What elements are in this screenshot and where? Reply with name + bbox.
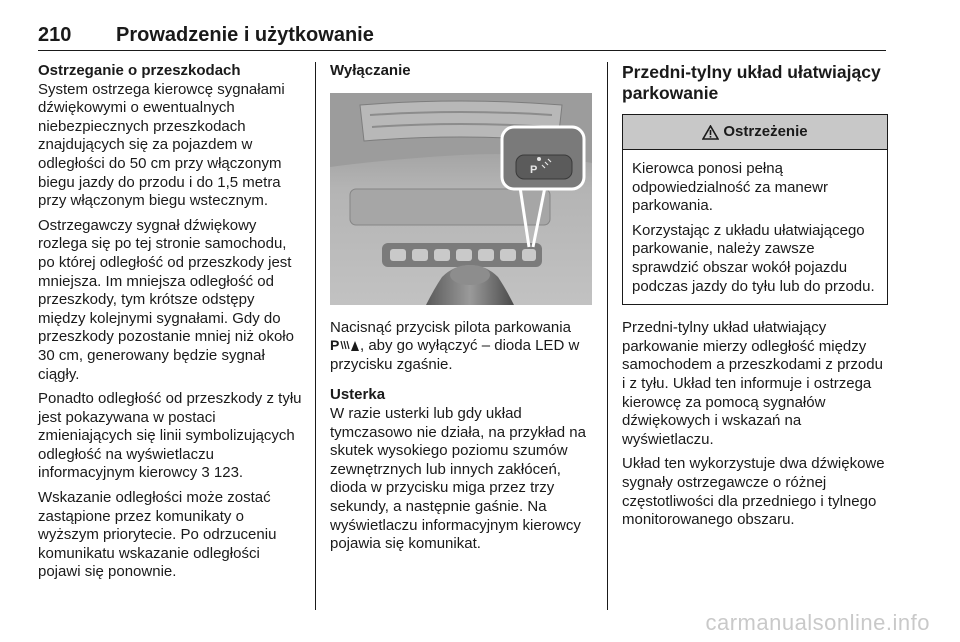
park-assist-icon <box>330 338 360 352</box>
page-reference: 123. <box>209 464 244 482</box>
warning-paragraph: Kierowca ponosi pełną odpowiedzialność za manewr parkowania. <box>632 160 828 215</box>
warning-body <box>623 150 887 304</box>
paragraph-text: Nacisnąć przycisk pilota parkowania <box>330 318 571 336</box>
paragraph <box>330 319 598 375</box>
section-heading-fault: Usterka <box>330 386 386 404</box>
paragraph: Przedni-tylny układ ułatwiający parkowanie mierzy odległość między samochodem a przeszkodami z przodu i z tyłu. Układ ten informuje i ostrzega kierowcę za pomocą sygnałów dźwiękowych i wskazań na wyświetlaczu. <box>622 319 883 448</box>
warning-header <box>623 115 887 150</box>
paragraph: System ostrzega kierowcę sygnałami dźwiękowymi o ewentualnych niebezpiecznych przeszkodach znajdujących się za pojazdem w odległości do 50 cm przy włączonym biegu jazdy do przodu i do 1,5 metra przy włączonym biegu wstecznym. <box>38 80 285 210</box>
svg-text:P: P <box>330 338 340 353</box>
section-heading-parking-assist: Przedni-tylny układ ułatwiający parkowanie <box>622 62 881 103</box>
warning-triangle-icon <box>702 125 719 140</box>
paragraph: Ostrzegawczy sygnał dźwiękowy rozlega się po tej stronie samochodu, po której odległość od przeszkody jest mniejsza. Im mniejsza odległość od przeszkody, tym krótsze odstępy między kolejnymi sygnałami. Gdy do przeszkody pozostanie mniej niż około 30 cm, generowany będzie sygnał ciągły. <box>38 216 294 383</box>
paragraph-text: Ponadto odległość od przeszkody z tyłu jest pokazywana w postaci zmieniających się linii symbolizujących odległość na wyświetlaczu informacyjnym kierowcy <box>38 390 302 482</box>
page-reference-icon <box>201 464 209 481</box>
page-number: 210 <box>38 24 72 46</box>
page-header <box>38 18 886 51</box>
section-heading-deactivation: Wyłączanie <box>330 62 411 79</box>
warning-paragraph: Korzystając z układu ułatwiającego parkowanie, należy zawsze sprawdzić obszar wokół pojazdu podczas jazdy do tyłu lub do przodu. <box>632 221 875 295</box>
column-divider <box>607 62 608 610</box>
column-middle <box>330 62 598 560</box>
page-title: Prowadzenie i użytkowanie <box>116 24 374 46</box>
paragraph-text: , aby go wyłączyć – dioda LED w przycisku zgaśnie. <box>330 337 580 373</box>
column-left <box>38 62 306 588</box>
page-reference-symbol: 3 <box>201 464 210 482</box>
column-divider <box>315 62 316 610</box>
paragraph: Wskazanie odległości może zostać zastąpione przez komunikaty o wyższym priorytecie. Po odrzuceniu komunikatu wskazanie odległości pojawi się ponownie. <box>38 489 277 581</box>
column-right <box>622 62 888 536</box>
warning-title: Ostrzeżenie <box>723 122 808 140</box>
paragraph: Układ ten wykorzystuje dwa dźwiękowe sygnały ostrzegawcze o różnej częstotliwości dla przedniego i tylnego monitorowanego obszaru. <box>622 455 885 529</box>
park-assist-button-label: P <box>530 163 538 176</box>
center-console-photo <box>330 93 592 305</box>
warning-box <box>622 114 888 305</box>
paragraph <box>38 390 306 483</box>
watermark: carmanualsonline.info <box>705 610 930 635</box>
paragraph: W razie usterki lub gdy układ tymczasowo nie działa, na przykład na skutek wysokiego poziomu szumów zewnętrznych lub innych zakłóceń, dioda w przycisku miga przez trzy sekundy, a następnie gaśnie. Na wyświetlaczu informacyjnym kierowcy pojawia się komunikat. <box>330 404 586 553</box>
section-heading-obstacle-warning: Ostrzeganie o przeszkodach <box>38 62 241 79</box>
